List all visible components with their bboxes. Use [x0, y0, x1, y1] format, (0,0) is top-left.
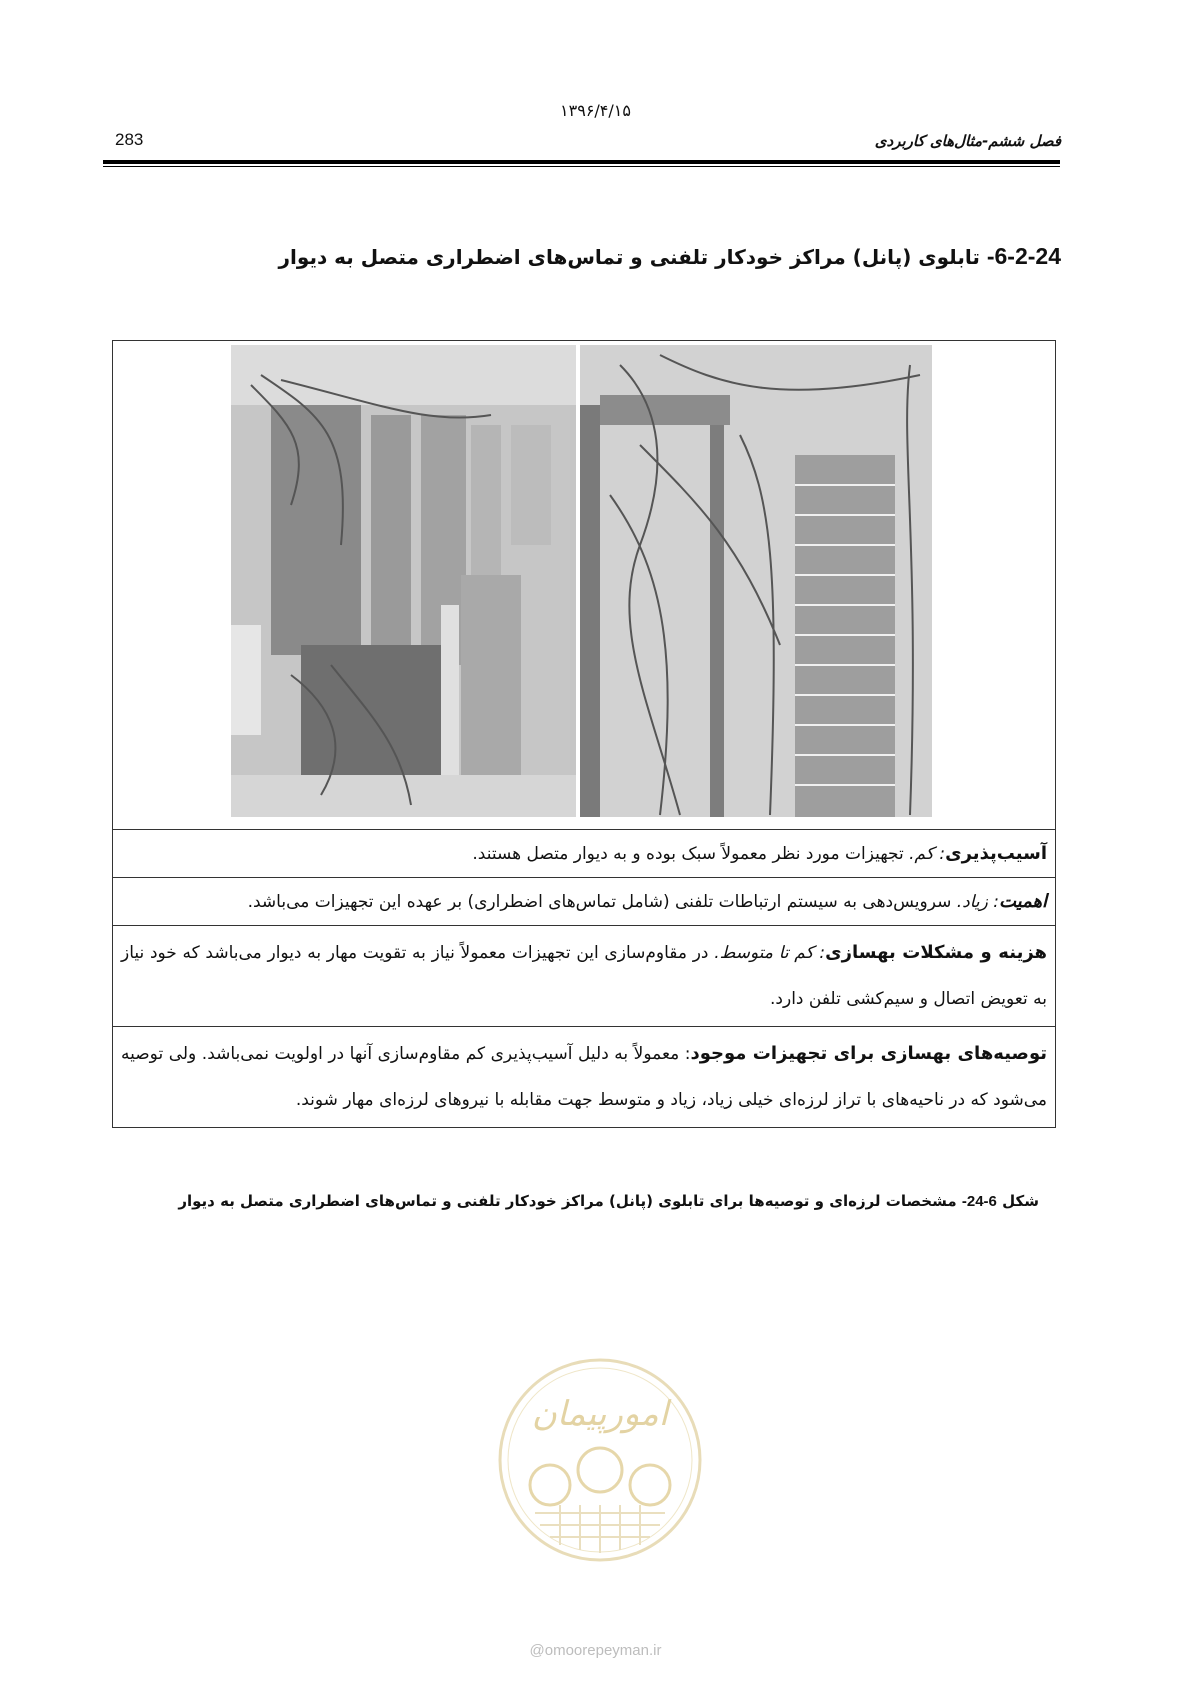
document-date: ۱۳۹۶/۴/۱۵	[560, 101, 631, 120]
importance-text: سرویس‌دهی به سیستم ارتباطات تلفنی (شامل تماس‌های اضطراری) بر عهده این تجهیزات می‌باشد.	[247, 892, 957, 912]
vulnerability-text: تجهیزات مورد نظر معمولاً سبک بوده و به دیوار متصل هستند.	[472, 844, 910, 864]
row-retrofit-cost	[113, 926, 1055, 1027]
row-importance	[113, 878, 1055, 926]
header-rule	[103, 160, 1060, 164]
row-recommendations	[113, 1027, 1055, 1127]
retrofit-cost-label: هزینه و مشکلات بهسازی	[825, 942, 1048, 963]
telephone-panel-photo-left	[231, 345, 576, 817]
header-rule-thin	[103, 166, 1060, 167]
section-heading	[279, 243, 1061, 270]
vulnerability-label: آسیب‌پذیری	[945, 843, 1047, 864]
importance-rating: : زیاد.	[956, 892, 999, 912]
caption-prefix: شکل	[1002, 1192, 1039, 1210]
retrofit-cost-text: در مقاوم‌سازی این تجهیزات معمولاً نیاز به تقویت مهار به دیوار می‌باشد که خود نیاز به تعویض اتصال و سیم‌کشی تلفن دارد.	[121, 943, 1047, 1009]
chapter-title: فصل ششم-مثال‌های کاربردی	[874, 132, 1061, 150]
caption-text: مشخصات لرزه‌ای و توصیه‌ها برای تابلوی (پانل) مراکز خودکار تلفنی و تماس‌های اضطراری متصل به دیوار	[178, 1192, 957, 1210]
vulnerability-rating: : کم.	[909, 844, 946, 864]
row-vulnerability	[113, 830, 1055, 878]
seismic-spec-table	[112, 340, 1056, 1128]
watermark-site: @omoorepeyman.ir	[529, 1642, 662, 1659]
watermark-logo-text: امورپیمان	[531, 1394, 669, 1434]
importance-label: اهمیت	[998, 891, 1047, 912]
photo-row	[113, 341, 1055, 830]
section-title: تابلوی (پانل) مراکز خودکار تلفنی و تماس‌های اضطراری متصل به دیوار	[278, 245, 980, 269]
watermark-logo	[480, 1345, 720, 1615]
figure-caption	[178, 1192, 1039, 1210]
telephone-panel-photo-right	[580, 345, 932, 817]
recommendations-label: توصیه‌های بهسازی برای تجهیزات موجود	[690, 1043, 1047, 1064]
section-number: 6-2-24-	[986, 243, 1061, 269]
recommendations-text: : معمولاً به دلیل آسیب‌پذیری کم مقاوم‌سازی آنها در اولویت نمی‌باشد. ولی توصیه می‌شود که در ناحیه‌های با تراز لرزه‌ای خیلی زیاد، زیاد و متوسط جهت مقابله با نیروهای لرزه‌ای مهار شوند.	[121, 1044, 1047, 1110]
caption-number: 6-24-	[961, 1193, 997, 1210]
retrofit-cost-rating: : کم تا متوسط.	[714, 943, 826, 963]
page-number: 283	[115, 130, 144, 149]
